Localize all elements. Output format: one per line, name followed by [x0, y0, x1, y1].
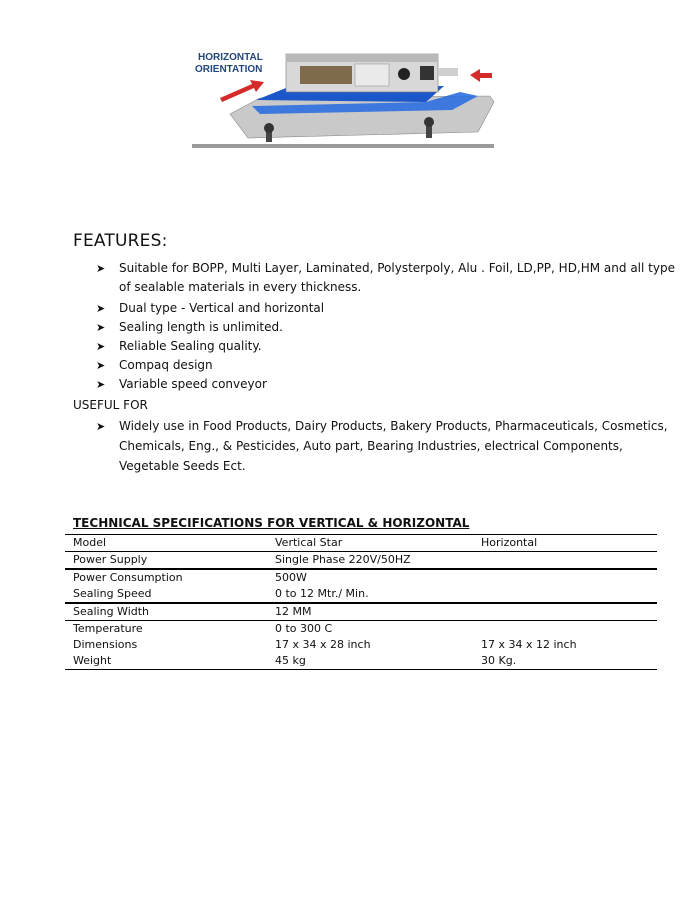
table-row: Power Consumption 500W	[65, 569, 657, 586]
table-header-cell: Vertical Star	[267, 535, 473, 552]
list-item-continuation: of sealable materials in every thickness.	[119, 280, 362, 294]
features-heading: FEATURES:	[73, 231, 168, 251]
arrowhead-bullet-icon: ➤	[96, 420, 106, 433]
features-list	[96, 259, 675, 297]
list-item: ➤ Reliable Sealing quality.	[96, 337, 324, 356]
list-item: ➤ Suitable for BOPP, Multi Layer, Laminated, Polysterpoly, Alu . Foil, LD,PP, HD,HM and all type	[96, 259, 675, 278]
arrowhead-bullet-icon: ➤	[96, 359, 106, 372]
table-header-row	[65, 535, 657, 552]
product-photo	[190, 40, 496, 150]
table-row: Sealing Width 12 MM	[65, 603, 657, 621]
arrowhead-bullet-icon: ➤	[96, 321, 106, 334]
features-list-2	[96, 299, 324, 394]
specs-table	[65, 534, 657, 670]
list-item: ➤ Compaq design	[96, 356, 324, 375]
arrowhead-bullet-icon: ➤	[96, 262, 106, 275]
table-row: Temperature 0 to 300 C	[65, 621, 657, 638]
list-item-continuation: Vegetable Seeds Ect.	[119, 459, 246, 473]
useful-for-label: USEFUL FOR	[73, 398, 148, 412]
photo-caption-line1: HORIZONTAL	[198, 52, 263, 63]
arrowhead-bullet-icon: ➤	[96, 378, 106, 391]
useful-for-list	[96, 417, 668, 476]
table-row: Weight 45 kg 30 Kg.	[65, 653, 657, 670]
list-item: ➤ Variable speed conveyor	[96, 375, 324, 394]
table-row: Sealing Speed 0 to 12 Mtr./ Min.	[73, 587, 369, 600]
specs-heading: TECHNICAL SPECIFICATIONS FOR VERTICAL & HORIZONTAL	[73, 516, 470, 530]
list-item: ➤ Dual type - Vertical and horizontal	[96, 299, 324, 318]
arrowhead-bullet-icon: ➤	[96, 340, 106, 353]
list-item: ➤ Widely use in Food Products, Dairy Products, Bakery Products, Pharmaceuticals, Cosmetics,	[96, 417, 668, 436]
list-item-continuation: Chemicals, Eng., & Pesticides, Auto part, Bearing Industries, electrical Components,	[119, 439, 623, 453]
list-item: ➤ Sealing length is unlimited.	[96, 318, 324, 337]
table-header-cell: Model	[65, 535, 267, 552]
arrowhead-bullet-icon: ➤	[96, 302, 106, 315]
table-header-cell: Horizontal	[473, 535, 657, 552]
table-row: Dimensions 17 x 34 x 28 inch 17 x 34 x 12 inch	[73, 638, 577, 651]
photo-caption-line2: ORIENTATION	[195, 64, 263, 75]
table-row: Power Supply Single Phase 220V/50HZ	[65, 552, 657, 570]
